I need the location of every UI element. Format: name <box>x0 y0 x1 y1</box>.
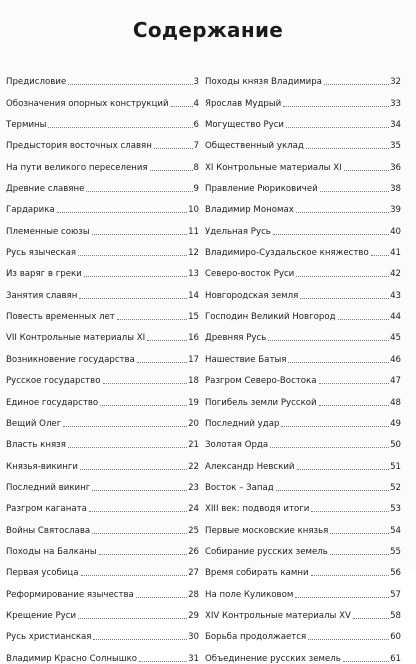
toc-entry-page-number: 36 <box>390 162 401 173</box>
toc-entry-title: Борьба продолжается <box>205 632 307 643</box>
page-title: Содержание <box>132 18 284 42</box>
toc-entry-page-number: 15 <box>188 312 199 323</box>
dot-leader <box>330 532 389 534</box>
dot-leader <box>81 574 188 576</box>
toc-entry-title: XIV Контрольные материалы XV <box>205 610 351 621</box>
toc-entry-title: Единое государство <box>6 397 99 408</box>
toc-entry-page-number: 8 <box>193 162 199 173</box>
toc-entry[interactable] <box>205 557 401 578</box>
dot-leader <box>297 468 390 470</box>
dot-leader <box>281 425 389 427</box>
toc-entry-page-number: 41 <box>390 248 401 259</box>
toc-entry[interactable] <box>6 173 199 194</box>
toc-entry[interactable] <box>205 151 401 172</box>
toc-entry-title: Владимир Красно Солнышко <box>6 653 138 664</box>
dot-leader <box>78 617 187 619</box>
toc-entry[interactable] <box>6 279 199 300</box>
toc-entry[interactable] <box>6 215 199 236</box>
toc-entry[interactable] <box>6 621 199 642</box>
dot-leader <box>68 446 187 448</box>
toc-entry[interactable] <box>205 536 401 557</box>
toc-entry-page-number: 9 <box>193 184 199 195</box>
toc-entry[interactable] <box>6 130 199 151</box>
toc-entry-title: Реформирование язычества <box>6 589 134 600</box>
toc-entry-title: Древние славяне <box>6 184 85 195</box>
toc-entry[interactable] <box>6 66 199 87</box>
toc-entry-page-number: 40 <box>390 226 401 237</box>
toc-entry-title: Могущество Руси <box>205 120 285 131</box>
toc-entry-page-number: 29 <box>188 610 199 621</box>
toc-entry-title: Русь христианская <box>6 632 92 643</box>
toc-entry[interactable] <box>6 557 199 578</box>
toc-entry-page-number: 7 <box>193 141 199 152</box>
dot-leader <box>276 489 389 491</box>
toc-entry-title: Северо-восток Руси <box>205 269 295 280</box>
toc-entry[interactable] <box>6 386 199 407</box>
dot-leader <box>338 318 390 320</box>
toc-entry-title: Правление Рюриковичей <box>205 184 318 195</box>
toc-entry-page-number: 38 <box>390 184 401 195</box>
toc-entry-page-number: 19 <box>188 397 199 408</box>
toc-entry[interactable] <box>6 642 199 663</box>
toc-entry-page-number: 4 <box>193 98 199 109</box>
dot-leader <box>296 275 389 277</box>
toc-entry-page-number: 32 <box>390 77 401 88</box>
dot-leader <box>86 190 192 192</box>
dot-leader <box>63 425 187 427</box>
dot-leader <box>371 254 389 256</box>
toc-entry[interactable] <box>6 301 199 322</box>
toc-entry-page-number: 26 <box>188 546 199 557</box>
toc-entry[interactable] <box>205 87 401 108</box>
dot-leader <box>154 147 193 149</box>
toc-entry[interactable] <box>205 279 401 300</box>
toc-entry-page-number: 49 <box>390 418 401 429</box>
toc-entry-title: Ярослав Мудрый <box>205 98 282 109</box>
toc-entry[interactable] <box>205 130 401 151</box>
toc-entry-title: Последний удар <box>205 418 280 429</box>
dot-leader <box>288 361 389 363</box>
toc-entry-page-number: 48 <box>390 397 401 408</box>
toc-entry[interactable] <box>205 642 401 663</box>
toc-entry-page-number: 30 <box>188 632 199 643</box>
toc-entry-page-number: 3 <box>193 77 199 88</box>
toc-entry-title: Возникновение государства <box>6 354 135 365</box>
toc-entry-title: Первые московские князья <box>205 525 329 536</box>
toc-entry-page-number: 46 <box>390 354 401 365</box>
toc-left-column <box>6 66 199 664</box>
toc-entry-title: Термины <box>6 120 47 131</box>
dot-leader <box>84 275 187 277</box>
toc-entry[interactable] <box>6 472 199 493</box>
toc-entry-title: На поле Куликовом <box>205 589 294 600</box>
toc-entry-title: Разгром Северо-Востока <box>205 376 317 387</box>
toc-entry-page-number: 12 <box>188 248 199 259</box>
toc-entry[interactable] <box>205 66 401 87</box>
toc-entry-title: Золотая Орда <box>205 440 269 451</box>
dot-leader <box>103 382 188 384</box>
toc-entry-page-number: 58 <box>390 610 401 621</box>
toc-entry-title: Войны Святослава <box>6 525 91 536</box>
toc-entry-page-number: 50 <box>390 440 401 451</box>
toc-entry-page-number: 31 <box>188 653 199 664</box>
toc-entry-page-number: 35 <box>390 141 401 152</box>
toc-entry[interactable] <box>205 215 401 236</box>
dot-leader <box>319 404 389 406</box>
toc-entry[interactable] <box>6 600 199 621</box>
dot-leader <box>353 617 389 619</box>
toc-entry[interactable] <box>6 151 199 172</box>
toc-entry-page-number: 42 <box>390 269 401 280</box>
toc-entry-title: Занятия славян <box>6 290 78 301</box>
dot-leader <box>311 510 389 512</box>
toc-entry[interactable] <box>6 87 199 108</box>
toc-entry-title: Разгром каганата <box>6 504 87 515</box>
toc-entry[interactable] <box>205 194 401 215</box>
toc-entry-page-number: 55 <box>390 546 401 557</box>
toc-entry-page-number: 61 <box>390 653 401 664</box>
dot-leader <box>139 660 187 662</box>
dot-leader <box>344 169 389 171</box>
dot-leader <box>137 361 187 363</box>
toc-entry-page-number: 44 <box>390 312 401 323</box>
toc-right-column <box>205 66 401 664</box>
toc-entry[interactable] <box>205 493 401 514</box>
toc-entry-title: Общественный уклад <box>205 141 304 152</box>
toc-entry[interactable] <box>205 408 401 429</box>
toc-entry[interactable] <box>205 621 401 642</box>
toc-entry-page-number: 23 <box>188 482 199 493</box>
dot-leader <box>324 83 389 85</box>
toc-entry-title: Нашествие Батыя <box>205 354 287 365</box>
toc-entry[interactable] <box>205 237 401 258</box>
dot-leader <box>68 83 192 85</box>
toc-entry-title: Господин Великий Новгород <box>205 312 336 323</box>
toc-entry-page-number: 43 <box>390 290 401 301</box>
toc-entry-title: Власть князя <box>6 440 66 451</box>
toc-entry[interactable] <box>6 514 199 535</box>
toc-entry-page-number: 45 <box>390 333 401 344</box>
toc-entry[interactable] <box>205 450 401 471</box>
dot-leader <box>286 126 389 128</box>
toc-entry-page-number: 22 <box>188 461 199 472</box>
toc-entry-title: Владимир Мономах <box>205 205 294 216</box>
toc-entry-page-number: 34 <box>390 120 401 131</box>
dot-leader <box>308 638 389 640</box>
toc-entry-page-number: 14 <box>188 290 199 301</box>
dot-leader <box>295 596 389 598</box>
toc-entry-title: Александр Невский <box>205 461 295 472</box>
toc-entry[interactable] <box>205 322 401 343</box>
toc-entry[interactable] <box>205 173 401 194</box>
dot-leader <box>136 596 187 598</box>
toc-entry-page-number: 20 <box>188 418 199 429</box>
toc-entry-title: На пути великого переселения <box>6 162 148 173</box>
toc-entry[interactable] <box>6 578 199 599</box>
toc-entry[interactable] <box>205 109 401 130</box>
toc-entry-title: Повесть временных лет <box>6 312 115 323</box>
toc-entry-page-number: 27 <box>188 568 199 579</box>
toc-entry-title: Владимиро-Суздальское княжество <box>205 248 369 259</box>
toc-entry[interactable] <box>205 258 401 279</box>
toc-entry[interactable] <box>205 301 401 322</box>
toc-entry-title: Гардарика <box>6 205 55 216</box>
dot-leader <box>93 638 187 640</box>
toc-entry-page-number: 51 <box>390 461 401 472</box>
toc-entry-title: Первая усобица <box>6 568 79 579</box>
toc-entry-page-number: 60 <box>390 632 401 643</box>
dot-leader <box>311 574 390 576</box>
toc-entry-title: Восток – Запад <box>205 482 274 493</box>
dot-leader <box>99 553 187 555</box>
dot-leader <box>300 297 389 299</box>
toc-entry[interactable] <box>205 514 401 535</box>
toc-entry-page-number: 56 <box>390 568 401 579</box>
toc-entry-page-number: 33 <box>390 98 401 109</box>
toc-entry[interactable] <box>205 429 401 450</box>
toc-entry-page-number: 54 <box>390 525 401 536</box>
toc-entry[interactable] <box>6 194 199 215</box>
toc-entry-title: Князья-викинги <box>6 461 78 472</box>
dot-leader <box>268 339 389 341</box>
toc-entry-page-number: 21 <box>188 440 199 451</box>
dot-leader <box>89 510 187 512</box>
dot-leader <box>270 446 389 448</box>
toc-entry-page-number: 25 <box>188 525 199 536</box>
dot-leader <box>273 233 389 235</box>
toc-entry-title: Русское государство <box>6 376 101 387</box>
toc-entry-title: XIII век: подводя итоги <box>205 504 310 515</box>
toc-entry-title: Предисловие <box>6 77 67 88</box>
dot-leader <box>92 489 187 491</box>
dot-leader <box>306 147 389 149</box>
toc-entry-page-number: 47 <box>390 376 401 387</box>
toc-entry[interactable] <box>205 386 401 407</box>
toc-entry[interactable] <box>6 237 199 258</box>
toc-entry-page-number: 11 <box>188 226 199 237</box>
toc-entry[interactable] <box>6 408 199 429</box>
toc-entry[interactable] <box>205 343 401 364</box>
dot-leader <box>319 382 390 384</box>
toc-entry-title: Удельная Русь <box>205 226 271 237</box>
toc-entry-title: Время собирать камни <box>205 568 309 579</box>
dot-leader <box>92 532 187 534</box>
toc-entry[interactable] <box>6 365 199 386</box>
toc-entry-title: Походы на Балканы <box>6 546 97 557</box>
dot-leader <box>150 169 193 171</box>
toc-entry-page-number: 10 <box>188 205 199 216</box>
toc-entry-title: XI Контрольные материалы XI <box>205 162 342 173</box>
dot-leader <box>48 126 192 128</box>
toc-entry[interactable] <box>205 472 401 493</box>
toc-entry-page-number: 16 <box>188 333 199 344</box>
toc-entry-page-number: 53 <box>390 504 401 515</box>
toc-entry-title: Крещение Руси <box>6 610 77 621</box>
toc-entry-page-number: 17 <box>188 354 199 365</box>
toc-entry[interactable] <box>6 450 199 471</box>
dot-leader <box>330 553 389 555</box>
toc-entry-page-number: 52 <box>390 482 401 493</box>
dot-leader <box>296 211 389 213</box>
toc-entry-title: Древняя Русь <box>205 333 267 344</box>
dot-leader <box>283 105 389 107</box>
toc-entry-title: Новгородская земля <box>205 290 299 301</box>
toc-entry-title: VII Контрольные материалы XI <box>6 333 146 344</box>
dot-leader <box>79 297 187 299</box>
dot-leader <box>171 105 193 107</box>
toc-entry-title: Из варяг в греки <box>6 269 82 280</box>
toc-entry[interactable] <box>6 343 199 364</box>
toc-entry-page-number: 6 <box>193 120 199 131</box>
dot-leader <box>100 404 187 406</box>
dot-leader <box>320 190 389 192</box>
dot-leader <box>57 211 187 213</box>
toc-entry[interactable] <box>6 493 199 514</box>
toc-entry-title: Предыстория восточных славян <box>6 141 152 152</box>
toc-entry-title: Погибель земли Русской <box>205 397 317 408</box>
toc-entry-title: Русь языческая <box>6 248 77 259</box>
toc-entry-page-number: 24 <box>188 504 199 515</box>
dot-leader <box>80 468 187 470</box>
toc-entry-title: Вещий Олег <box>6 418 62 429</box>
dot-leader <box>343 660 389 662</box>
toc-entry[interactable] <box>205 600 401 621</box>
toc-entry[interactable] <box>6 109 199 130</box>
toc-entry-page-number: 18 <box>188 376 199 387</box>
toc-entry-title: Походы князя Владимира <box>205 77 322 88</box>
dot-leader <box>147 339 187 341</box>
toc-entry-page-number: 39 <box>390 205 401 216</box>
toc-entry-title: Объединение русских земель <box>205 653 341 664</box>
toc-entry[interactable] <box>6 258 199 279</box>
toc-entry[interactable] <box>6 322 199 343</box>
toc-entry-title: Племенные союзы <box>6 226 90 237</box>
toc-entry[interactable] <box>205 578 401 599</box>
toc-entry[interactable] <box>6 536 199 557</box>
toc-entry-page-number: 57 <box>390 589 401 600</box>
toc-entry-title: Обозначения опорных конструкций <box>6 98 169 109</box>
dot-leader <box>92 233 187 235</box>
toc-entry-title: Собирание русских земель <box>205 546 328 557</box>
toc-entry[interactable] <box>6 429 199 450</box>
toc-entry-title: Последний викинг <box>6 482 91 493</box>
toc-entry-page-number: 13 <box>188 269 199 280</box>
toc-entry-page-number: 28 <box>188 589 199 600</box>
dot-leader <box>78 254 187 256</box>
toc-entry[interactable] <box>205 365 401 386</box>
dot-leader <box>117 318 187 320</box>
